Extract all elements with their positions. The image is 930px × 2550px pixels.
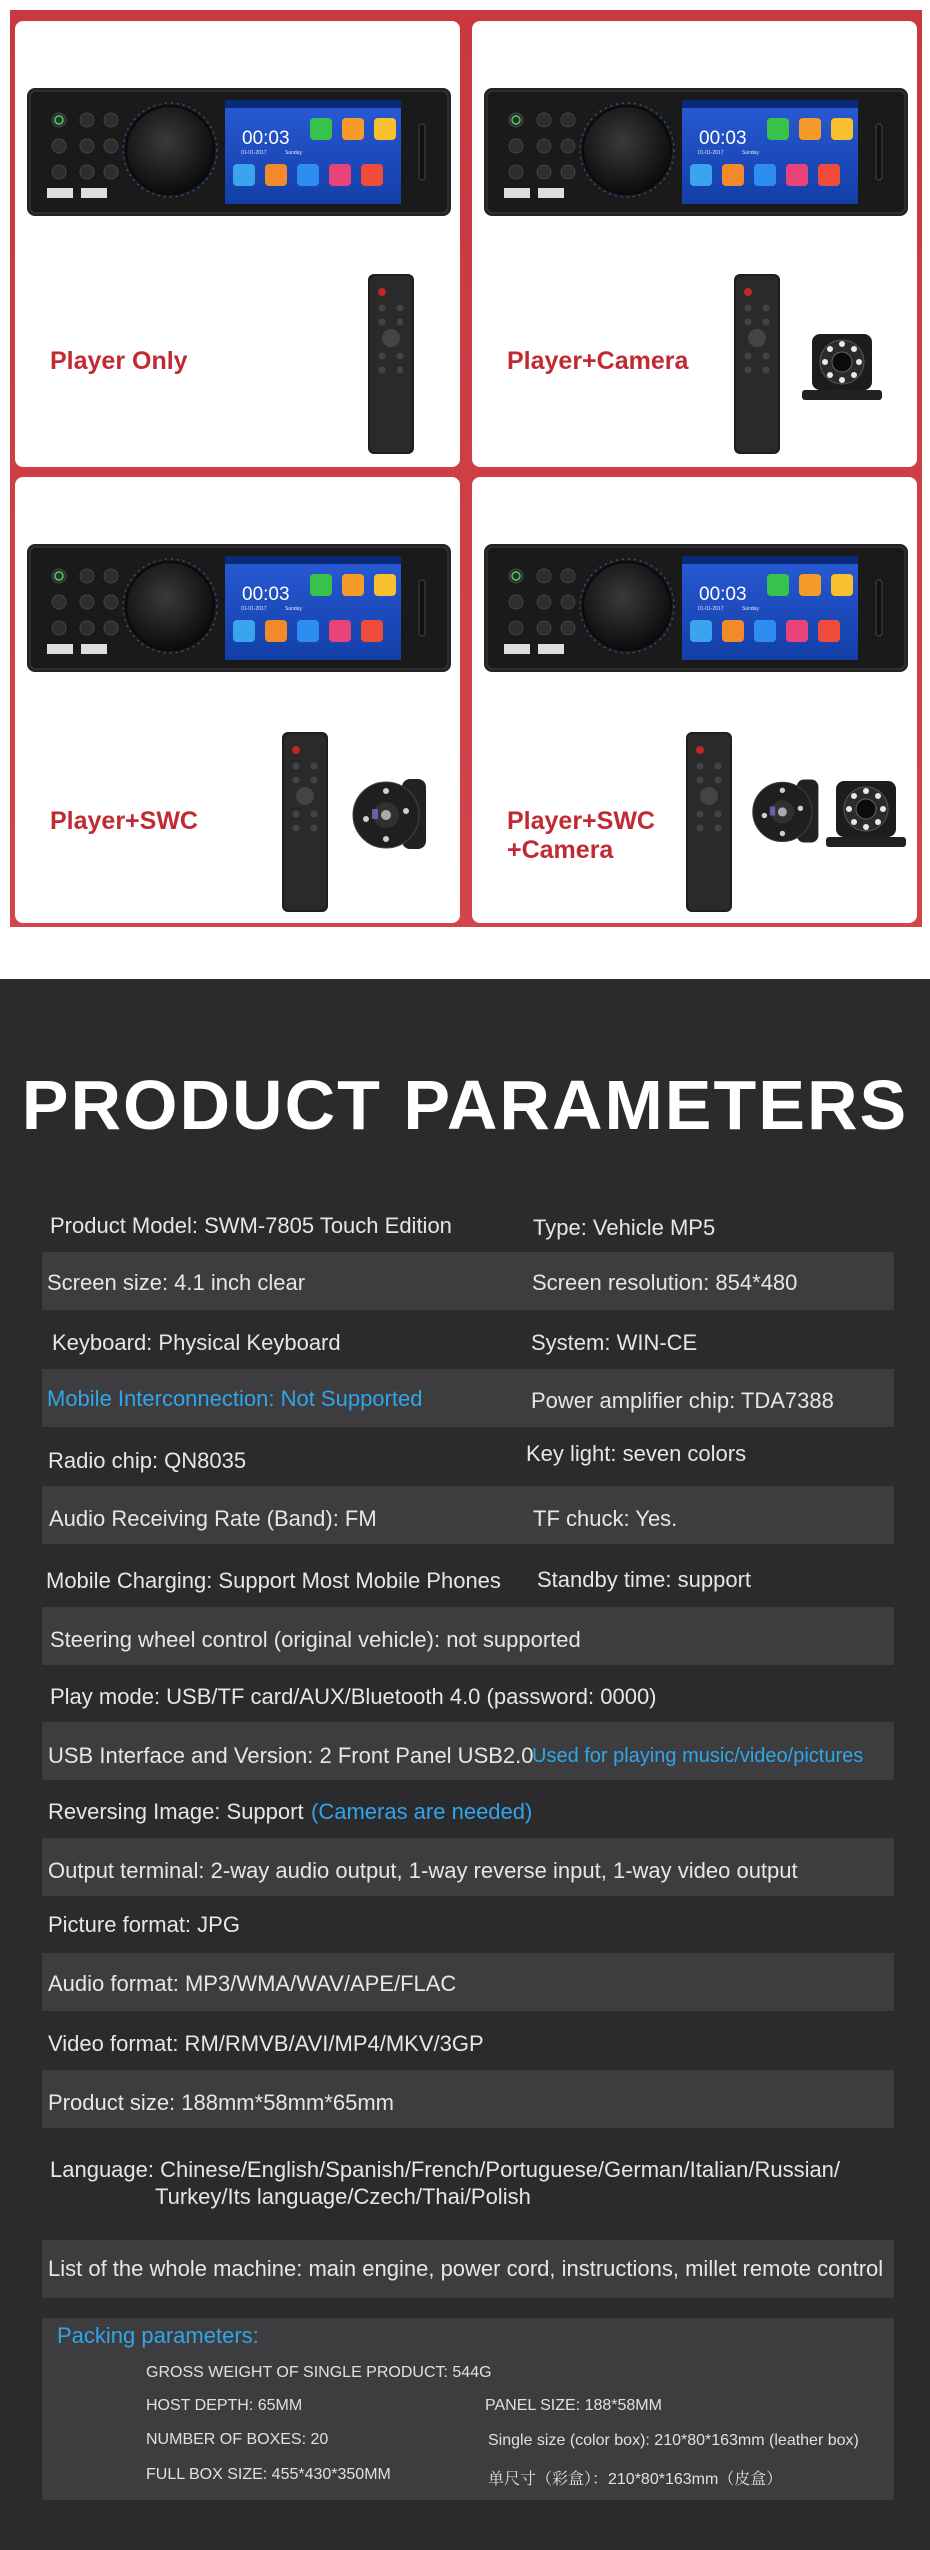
variant-label: Player+SWC [50,807,198,835]
remote-control-image [686,732,732,912]
variant-card-player-swc-camera [472,477,917,923]
param-product-size: Product size: 188mm*58mm*65mm [48,2090,395,2115]
param-screen-size: Screen size: 4.1 inch clear [47,1270,306,1295]
param-screen-resolution: Screen resolution: 854*480 [532,1270,798,1295]
param-audio-band: Audio Receiving Rate (Band): FM [49,1506,377,1531]
camera-image [826,773,906,853]
param-keyboard: Keyboard: Physical Keyboard [52,1330,341,1355]
param-usb-interface: USB Interface and Version: 2 Front Panel USB2.0 [48,1743,534,1768]
product-variants-grid [10,10,922,927]
param-tf-chuck: TF chuck: Yes. [533,1506,678,1531]
variant-label-line2: +Camera [507,836,614,864]
param-product-model: Product Model: SWM-7805 Touch Edition [50,1213,452,1238]
steering-wheel-controller-image [350,769,430,859]
variant-card-player-swc [15,477,460,923]
param-mobile-interconnection: Mobile Interconnection: Not Supported [47,1386,423,1411]
remote-control-image [734,274,780,454]
car-radio-image [27,88,451,216]
variant-label: Player Only [50,347,188,375]
packing-host-depth: HOST DEPTH: 65MM [146,2397,303,2414]
packing-gross-weight: GROSS WEIGHT OF SINGLE PRODUCT: 544G [146,2364,492,2381]
param-language-line2: Turkey/Its language/Czech/Thai/Polish [155,2184,531,2209]
param-play-mode: Play mode: USB/TF card/AUX/Bluetooth 4.0 (password: 0000) [50,1684,657,1709]
steering-wheel-controller-image [750,769,822,853]
remote-control-image [368,274,414,454]
camera-image [802,326,882,406]
param-radio-chip: Radio chip: QN8035 [48,1448,247,1473]
packing-single-size-cn: 单尺寸（彩盒）：210*80*163mm（皮盒） [488,2471,783,2488]
car-radio-image [27,544,451,672]
packing-panel-size: PANEL SIZE: 188*58MM [485,2397,662,2414]
param-reversing-note: (Cameras are needed) [311,1799,533,1824]
params-title: PRODUCT PARAMETERS [21,1066,909,1144]
param-power-amplifier: Power amplifier chip: TDA7388 [531,1388,834,1413]
param-whole-machine-list: List of the whole machine: main engine, power cord, instructions, millet remote control [48,2256,884,2281]
param-language-line1: Language: Chinese/English/Spanish/French/Portuguese/German/Italian/Russian/ [50,2157,841,2182]
variant-label [507,807,655,865]
param-system: System: WIN-CE [531,1330,698,1355]
param-video-format: Video format: RM/RMVB/AVI/MP4/MKV/3GP [48,2031,484,2056]
car-radio-image [484,544,908,672]
param-audio-format: Audio format: MP3/WMA/WAV/APE/FLAC [48,1971,457,1996]
variant-card-player-camera [472,21,917,467]
param-key-light: Key light: seven colors [526,1441,747,1466]
param-standby-time: Standby time: support [537,1567,752,1592]
packing-full-box-size: FULL BOX SIZE: 455*430*350MM [146,2466,391,2483]
packing-title: Packing parameters: [57,2323,259,2348]
param-mobile-charging: Mobile Charging: Support Most Mobile Phones [46,1568,501,1593]
packing-single-size-en: Single size (color box): 210*80*163mm (leather box) [488,2432,859,2449]
remote-control-image [282,732,328,912]
param-steering-wheel: Steering wheel control (original vehicle): not supported [50,1627,581,1652]
variant-label: Player+Camera [507,347,689,375]
variant-card-player-only [15,21,460,467]
param-usb-note: Used for playing music/video/pictures [532,1745,864,1767]
variant-label-line1: Player+SWC [507,807,655,835]
car-radio-image [484,88,908,216]
param-reversing-image: Reversing Image: Support [48,1799,304,1824]
param-output-terminal: Output terminal: 2-way audio output, 1-way reverse input, 1-way video output [48,1858,798,1883]
param-type: Type: Vehicle MP5 [533,1215,716,1240]
packing-number-of-boxes: NUMBER OF BOXES: 20 [146,2431,329,2448]
param-picture-format: Picture format: JPG [48,1912,240,1937]
